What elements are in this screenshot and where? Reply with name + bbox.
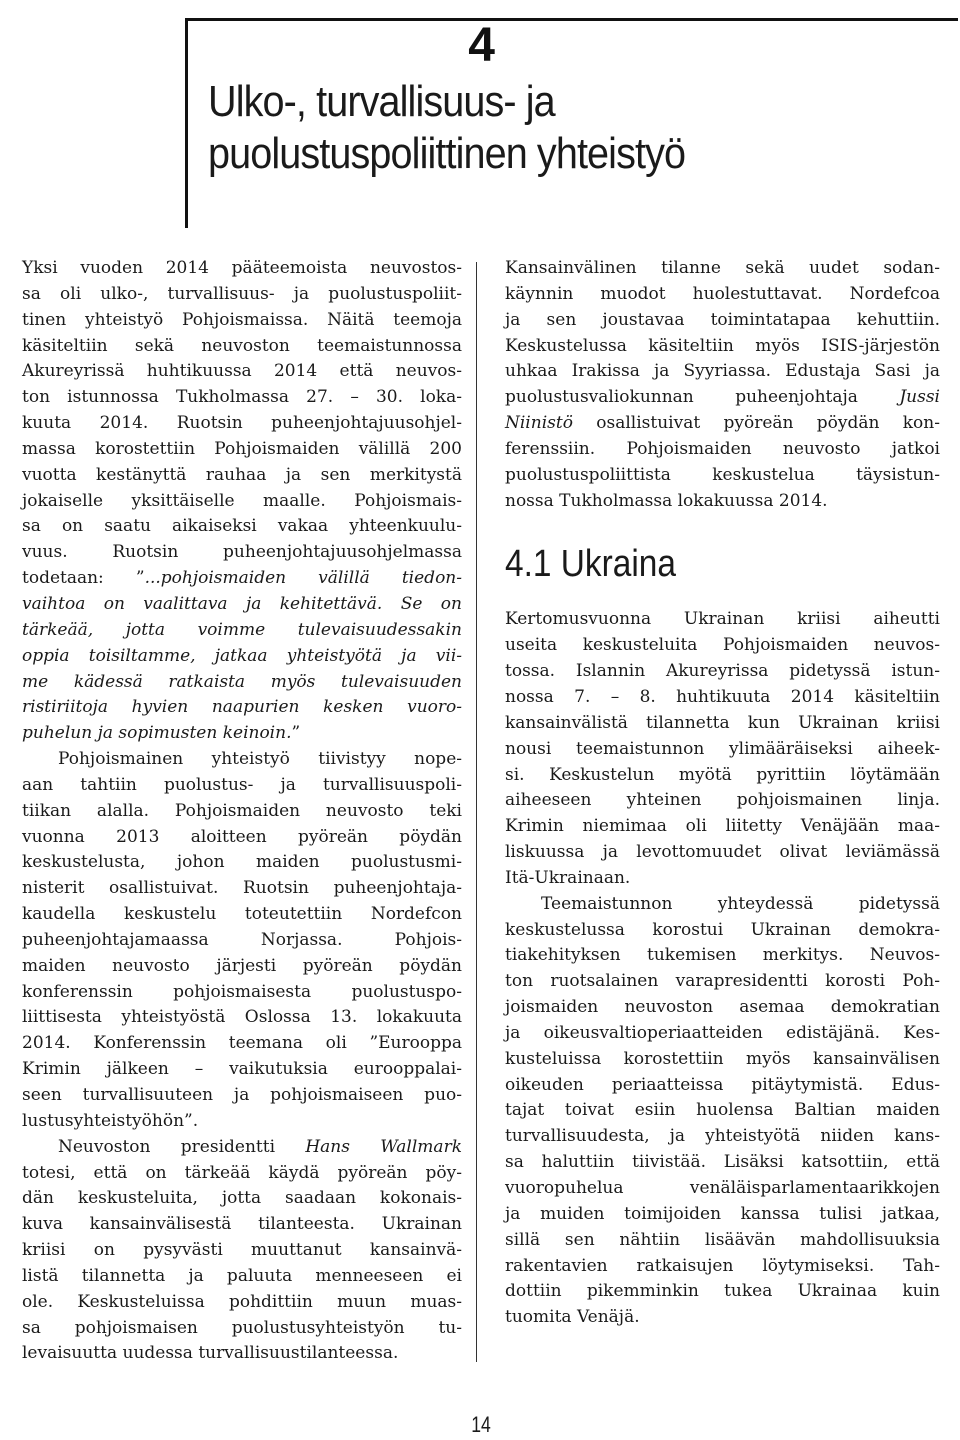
italic-text: ...pohjoismaiden välillä tiedon- [144,568,462,589]
text-run: listä tilannetta ja paluuta menneeseen ei [22,1265,462,1286]
text-line [22,1057,462,1083]
italic-text: ristiriitoja hyvien naapurien kesken vuoro- [22,697,462,718]
text-line [22,463,462,489]
text-run: tuomita Venäjä. [505,1307,640,1328]
text-line [22,902,462,928]
text-line [22,1186,462,1212]
text-line [22,256,462,282]
text-run: aan tahtiin puolustus- ja turvallisuuspoli- [22,774,462,795]
text-line [22,592,462,618]
text-line [22,1290,462,1316]
text-run: kusteluissa korostettiin myös kansainvälisen [505,1048,940,1069]
text-run: lustusyhteistyöhön”. [22,1110,199,1131]
text-line [505,308,940,334]
text-line [505,892,940,918]
text-run: jokaiselle yksittäiselle maalle. Pohjoismais- [22,490,462,511]
text-run: tiakehityksen tukemisen merkitys. Neuvos- [505,945,940,966]
text-line [22,1135,462,1161]
italic-text: Niinistö [505,413,573,434]
text-run: uhkaa Irakissa ja Syyriassa. Edustaja Sasi ja [505,361,940,382]
text-run: useita keskusteluita Pohjoismaiden neuvos- [505,635,940,656]
text-line [505,411,940,437]
text-line [505,763,940,789]
text-line [22,308,462,334]
text-run: liittisesta yhteistyöstä Oslossa 13. lokakuuta [22,1007,462,1028]
text-line [505,633,940,659]
italic-text: vaihtoa on vaalittava ja kehitettävä. Se on [22,593,462,614]
text-line [505,943,940,969]
text-run: aiheeseen yhteinen pohjoismainen linja. [505,790,940,811]
text-line [505,1073,940,1099]
text-run: Keskustelussa käsiteltiin myös ISIS-järjestön [505,335,940,356]
text-run: si. Keskustelun myötä pyrittiin löytämään [505,764,940,785]
text-line [22,1212,462,1238]
text-line [505,256,940,282]
text-line [22,359,462,385]
paragraph [505,607,940,891]
italic-text: oppia toisiltamme, jatkaa yhteistyötä ja vii- [22,645,462,666]
text-run: keskustelussa korostui Ukrainan demokra- [505,919,940,940]
text-line [505,607,940,633]
text-run: vuotta kestänyttä rauhaa ja sen merkitystä [22,464,462,485]
text-line [505,1021,940,1047]
text-run: kriisi on pysyvästi muuttanut kansainvä- [22,1240,462,1261]
text-run: 2014. Konferenssin teemana oli ”Eurooppa [22,1033,462,1054]
text-line [505,969,940,995]
text-run: Pohjoismainen yhteistyö tiivistyy nope- [58,749,462,770]
text-line [22,1083,462,1109]
text-run: nossa Tukholmassa lokakuussa 2014. [505,490,828,511]
text-run: tajat toivat esiin huolensa Baltian maiden [505,1100,940,1121]
text-run: Krimin jälkeen – vaikutuksia eurooppalai- [22,1059,462,1080]
text-run: kansainvälistä tilannetta kun Ukrainan kriisi [505,712,940,733]
text-run: rakentavien ratkaisujen löytymiseksi. Tah- [505,1255,940,1276]
text-line [22,334,462,360]
text-run: osallistuivat pyöreän pöydän kon- [572,413,940,434]
text-run: Krimin niemimaa oli liitetty Venäjään maa- [505,816,940,837]
text-run: vuus. Ruotsin puheenjohtajuusohjelmassa [22,542,462,563]
chapter-title-line-2: puolustuspoliittinen yhteistyö [208,129,686,178]
text-run: sa pohjoismaisen puolustusyhteistyön tu- [22,1317,462,1338]
italic-text: me kädessä ratkaista myös tulevaisuuden [22,671,462,692]
text-run: Kansainvälinen tilanne sekä uudet sodan- [505,258,940,278]
text-line [505,359,940,385]
text-line [22,618,462,644]
text-line [505,814,940,840]
text-line [22,850,462,876]
text-run: kuva kansainvälisestä tilanteesta. Ukrainan [22,1214,462,1235]
text-run: kuuta 2014. Ruotsin puheenjohtajuusohjel- [22,413,462,434]
text-run: todetaan: ” [22,568,145,589]
text-run: Yksi vuoden 2014 pääteemoista neuvostos- [22,258,462,278]
text-run: ” [291,723,301,744]
text-line [22,566,462,592]
text-line [22,825,462,851]
text-run: ja sen joustavaa toimintatapaa kehuttiin. [505,309,940,330]
text-run: turvallisuudesta, ja yhteistyötä niiden kans- [505,1126,940,1147]
text-run: nousi teemaistunnon ylimääräiseksi aiheek- [505,738,940,759]
text-line [22,799,462,825]
text-line [22,1264,462,1290]
text-line [505,334,940,360]
paragraph [22,256,462,747]
text-run: nisterit osallistuivat. Ruotsin puheenjohtaja- [22,878,462,899]
text-line [505,1279,940,1305]
text-line [505,659,940,685]
text-run: tinen yhteistyö Pohjoismaissa. Näitä teemoja [22,309,462,330]
text-run: maiden neuvosto järjesti pyöreän pöydän [22,955,462,976]
text-line [505,1098,940,1124]
text-run: konferenssin pohjoismaisesta puolustuspo- [22,981,462,1002]
text-run: keskustelusta, johon maiden puolustusmi- [22,852,462,873]
text-run: levaisuutta uudessa turvallisuustilanteessa. [22,1343,399,1364]
text-line [505,737,940,763]
text-line [22,1109,462,1135]
text-run: seen turvallisuuteen ja pohjoismaiseen puo- [22,1085,462,1105]
text-run: käynnin muodot huolestuttavat. Nordefcoa [505,283,940,304]
text-run: Kertomusvuonna Ukrainan kriisi aiheutti [505,609,940,630]
text-line [22,1316,462,1342]
section-heading: 4.1 Ukraina [505,543,677,586]
text-line [22,489,462,515]
text-run: sa oli ulko-, turvallisuus- ja puolustuspoliit- [22,283,462,304]
text-line [22,747,462,773]
text-run: liskuussa ja levottomuudet olivat leviämässä [505,842,940,863]
text-line [22,721,462,747]
text-line [505,1305,940,1331]
text-line [22,773,462,799]
text-run: Itä-Ukrainaan. [505,867,631,888]
text-line [505,489,940,515]
chapter-title [208,76,908,180]
text-run: vuonna 2013 aloitteen pyöreän pöydän [22,826,462,847]
text-line [22,1161,462,1187]
text-line [22,670,462,696]
text-line [22,980,462,1006]
text-line [22,540,462,566]
text-run: puolustuspoliittista keskustelua täysistun- [505,464,940,485]
text-run: ton istunnossa Tukholmassa 27. – 30. loka- [22,387,462,408]
text-line [22,1341,462,1367]
text-line [505,711,940,737]
text-run: joismaiden neuvoston asemaa demokratian [505,997,940,1018]
text-line [505,1228,940,1254]
text-run: ton ruotsalainen varapresidentti korosti Poh- [505,971,940,992]
text-run: oikeuden periaatteissa pitäytymistä. Edus- [505,1074,940,1095]
text-line [505,1254,940,1280]
right-column [505,256,940,1366]
text-line [505,866,940,892]
text-run: puheenjohtajamaassa Norjassa. Pohjois- [22,929,462,950]
italic-text: Jussi [899,387,940,408]
text-run: ferenssiin. Pohjoismaiden neuvosto jatkoi [505,438,940,459]
text-run: ja muiden toimijoiden kanssa tulisi jatkaa, [505,1203,940,1224]
text-line [22,514,462,540]
text-run: ja oikeusvaltioperiaatteiden edistäjänä. Kes- [505,1022,940,1043]
text-line [22,385,462,411]
text-line [505,1150,940,1176]
paragraph [505,256,940,514]
text-line [22,1005,462,1031]
column-divider [476,262,477,1362]
text-run: Akureyrissä huhtikuussa 2014 että neuvos- [22,361,462,382]
text-line [22,695,462,721]
text-run: totesi, että on tärkeää käydä pyöreän pöy- [22,1162,462,1183]
text-line [505,1124,940,1150]
text-line [22,928,462,954]
text-run: sa on saatu aikaiseksi vakaa yhteenkuulu- [22,516,462,537]
text-line [505,788,940,814]
text-run: Neuvoston presidentti [58,1136,306,1157]
text-run: dottiin pikemminkin tukea Ukrainaa kuin [505,1281,940,1302]
paragraph [22,1135,462,1368]
page-number: 14 [471,1412,491,1437]
italic-text: puhelun ja sopimusten keinoin. [22,723,292,744]
text-line [22,437,462,463]
paragraph [505,892,940,1331]
text-line [505,1202,940,1228]
text-run: ole. Keskusteluissa pohdittiin muun muas- [22,1291,462,1312]
text-line [505,685,940,711]
text-line [505,282,940,308]
chapter-number: 4 [468,19,495,72]
text-run: tiikan alalla. Pohjoismaiden neuvosto teki [22,800,462,821]
text-line [22,411,462,437]
text-line [22,954,462,980]
text-run: kaudella keskustelu toteutettiin Nordefcon [22,904,462,925]
text-line [22,1238,462,1264]
text-line [22,282,462,308]
text-line [505,918,940,944]
text-line [505,1047,940,1073]
chapter-title-line-1: Ulko-, turvallisuus- ja [208,77,555,126]
text-run: käsiteltiin sekä neuvoston teemaistunnossa [22,335,462,356]
paragraph [22,747,462,1135]
italic-text: tärkeää, jotta voimme tulevaisuudessakin [22,619,462,640]
left-column [22,256,462,1366]
text-line [505,463,940,489]
text-line [22,876,462,902]
text-run: sa haluttiin tiivistää. Lisäksi katsottiin, että [505,1152,940,1173]
text-line [505,840,940,866]
text-line [22,644,462,670]
text-run: dän keskusteluita, jotta saadaan kokonais- [22,1188,462,1209]
text-line [505,1176,940,1202]
text-run: tossa. Islannin Akureyrissa pidetyssä istun- [505,661,940,682]
text-run: nossa 7. – 8. huhtikuuta 2014 käsiteltiin [505,686,940,707]
italic-text: Hans Wallmark [305,1136,462,1157]
text-run: sillä sen nähtiin lisäävän mahdollisuuksia [505,1229,940,1250]
text-run: massa korostettiin Pohjoismaiden välillä 200 [22,438,462,459]
text-line [505,995,940,1021]
text-line [22,1031,462,1057]
text-run: Teemaistunnon yhteydessä pidetyssä [541,893,940,914]
text-line [505,385,940,411]
text-run: vuoropuhelua venäläisparlamentaarikkojen [505,1178,940,1198]
text-line [505,437,940,463]
text-run: puolustusvaliokunnan puheenjohtaja [505,387,900,408]
